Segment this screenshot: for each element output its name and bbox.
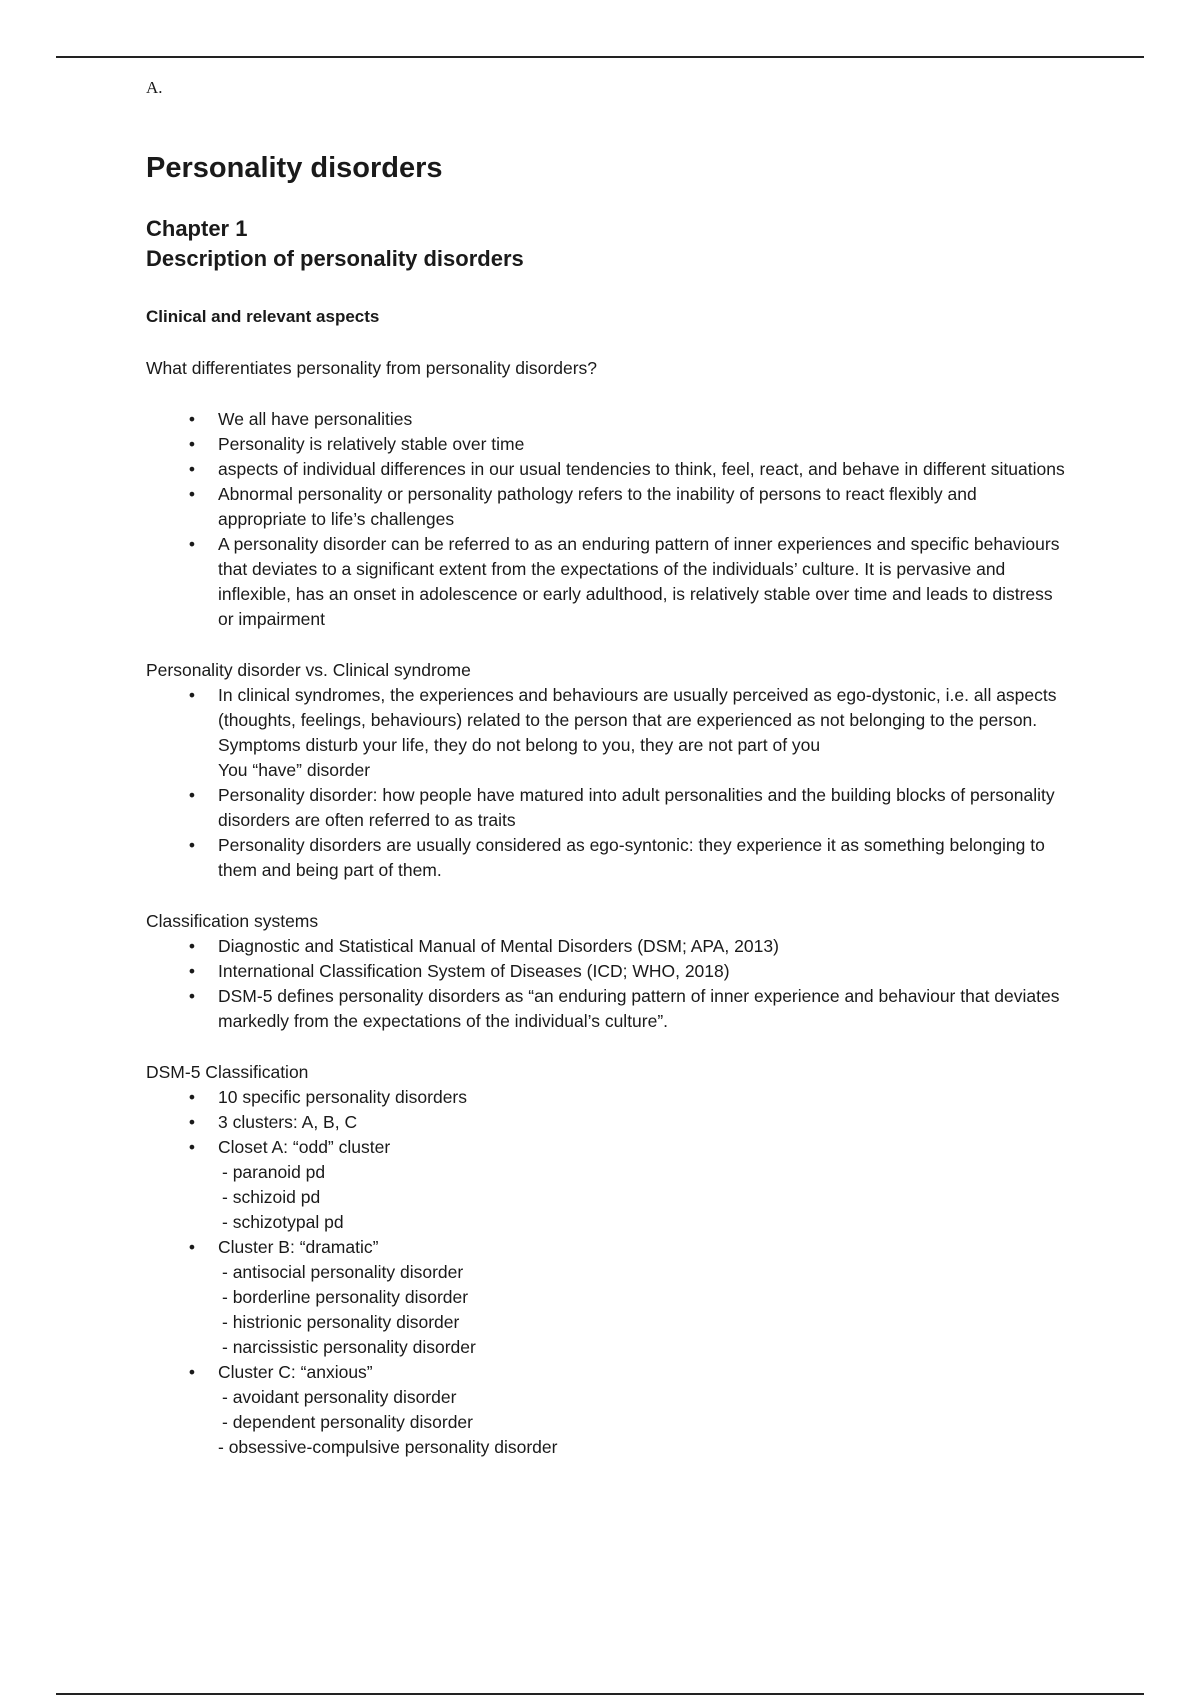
vs-bullet-line: You “have” disorder [218, 760, 371, 780]
list-item: • Diagnostic and Statistical Manual of Mental Disorders (DSM; APA, 2013) [146, 934, 1066, 959]
dsm5-bullet-list [146, 1085, 1066, 1460]
cluster-c-item [146, 1360, 1066, 1460]
cluster-subitem: - histrionic personality disorder [222, 1312, 460, 1332]
cluster-subitem: - borderline personality disorder [222, 1287, 469, 1307]
bullet-icon: • [188, 434, 196, 454]
cluster-a-item [146, 1135, 1066, 1235]
cluster-subitem: - obsessive-compulsive personality disorder [218, 1437, 558, 1457]
list-item: • We all have personalities [146, 407, 1066, 432]
question-text: What differentiates personality from personality disorders? [146, 358, 598, 378]
chapter-number: Chapter 1 [146, 216, 248, 241]
classification-bullet-list [146, 934, 1066, 1034]
bullet-icon: • [188, 409, 196, 429]
list-item: • DSM-5 defines personality disorders as “an enduring pattern of inner experience and behaviour that deviates markedly from the expectations of the individual’s culture”. [146, 984, 1066, 1034]
list-item: • Personality disorder: how people have matured into adult personalities and the building blocks of personality disorders are often referred to as traits [146, 783, 1066, 833]
list-item: • A personality disorder can be referred to as an enduring pattern of inner experiences and specific behaviours that deviates to a significant extent from the expectations of the individuals’ culture. It is pervasive and inflexible, has an onset in adolescence or early adulthood, is relatively stable over time and leads to distress or impairment [146, 532, 1066, 632]
bullet-icon: • [188, 1087, 196, 1107]
cluster-subitem: - avoidant personality disorder [222, 1387, 457, 1407]
bullet-icon: • [188, 1137, 196, 1157]
cluster-subitem: - dependent personality disorder [222, 1412, 473, 1432]
bullet-icon: • [188, 835, 196, 855]
section-heading: Clinical and relevant aspects [146, 307, 380, 326]
list-item: • 10 specific personality disorders [146, 1085, 1066, 1110]
dsm5-heading: DSM-5 Classification [146, 1062, 309, 1082]
bullet-icon: • [188, 459, 196, 479]
bottom-rule [56, 1693, 1144, 1695]
chapter-title: Description of personality disorders [146, 246, 524, 271]
cluster-b-label: Cluster B: “dramatic” [218, 1237, 379, 1257]
header-mark: A. [146, 78, 163, 97]
vs-bullet-main: In clinical syndromes, the experiences and behaviours are usually perceived as ego-dystonic, i.e. all aspects (thoughts, feelings, behaviours) related to the person that are experienced as not belonging to the person. [218, 685, 1057, 730]
bullet-icon: • [188, 1112, 196, 1132]
document-page [146, 72, 1066, 1460]
list-item [146, 683, 1066, 783]
list-item: • aspects of individual differences in our usual tendencies to think, feel, react, and behave in different situations [146, 457, 1066, 482]
bullet-icon: • [188, 961, 196, 981]
bullet-icon: • [188, 1362, 196, 1382]
personality-bullet-list [146, 407, 1066, 632]
vs-section-heading: Personality disorder vs. Clinical syndrome [146, 660, 471, 680]
list-item: • Abnormal personality or personality pathology refers to the inability of persons to react flexibly and appropriate to life’s challenges [146, 482, 1066, 532]
bullet-icon: • [188, 1237, 196, 1257]
cluster-subitem: - schizoid pd [222, 1187, 321, 1207]
bullet-icon: • [188, 936, 196, 956]
bullet-icon: • [188, 785, 196, 805]
cluster-subitem: - narcissistic personality disorder [222, 1337, 476, 1357]
bullet-icon: • [188, 986, 196, 1006]
chapter-heading [146, 214, 1066, 274]
cluster-subitem: - antisocial personality disorder [222, 1262, 464, 1282]
list-item: • International Classification System of Diseases (ICD; WHO, 2018) [146, 959, 1066, 984]
cluster-a-label: Closet A: “odd” cluster [218, 1137, 391, 1157]
bullet-icon: • [188, 685, 196, 705]
vs-bullet-list [146, 683, 1066, 883]
list-item: • Personality disorders are usually considered as ego-syntonic: they experience it as something belonging to them and being part of them. [146, 833, 1066, 883]
classification-heading: Classification systems [146, 911, 319, 931]
bullet-icon: • [188, 484, 196, 504]
bullet-icon: • [188, 534, 196, 554]
cluster-c-label: Cluster C: “anxious” [218, 1362, 373, 1382]
cluster-subitem: - paranoid pd [222, 1162, 326, 1182]
top-rule [56, 56, 1144, 58]
cluster-b-item [146, 1235, 1066, 1360]
document-title: Personality disorders [146, 152, 443, 184]
list-item: • 3 clusters: A, B, C [146, 1110, 1066, 1135]
list-item: • Personality is relatively stable over time [146, 432, 1066, 457]
cluster-subitem: - schizotypal pd [222, 1212, 344, 1232]
vs-bullet-line: Symptoms disturb your life, they do not belong to you, they are not part of you [218, 735, 821, 755]
